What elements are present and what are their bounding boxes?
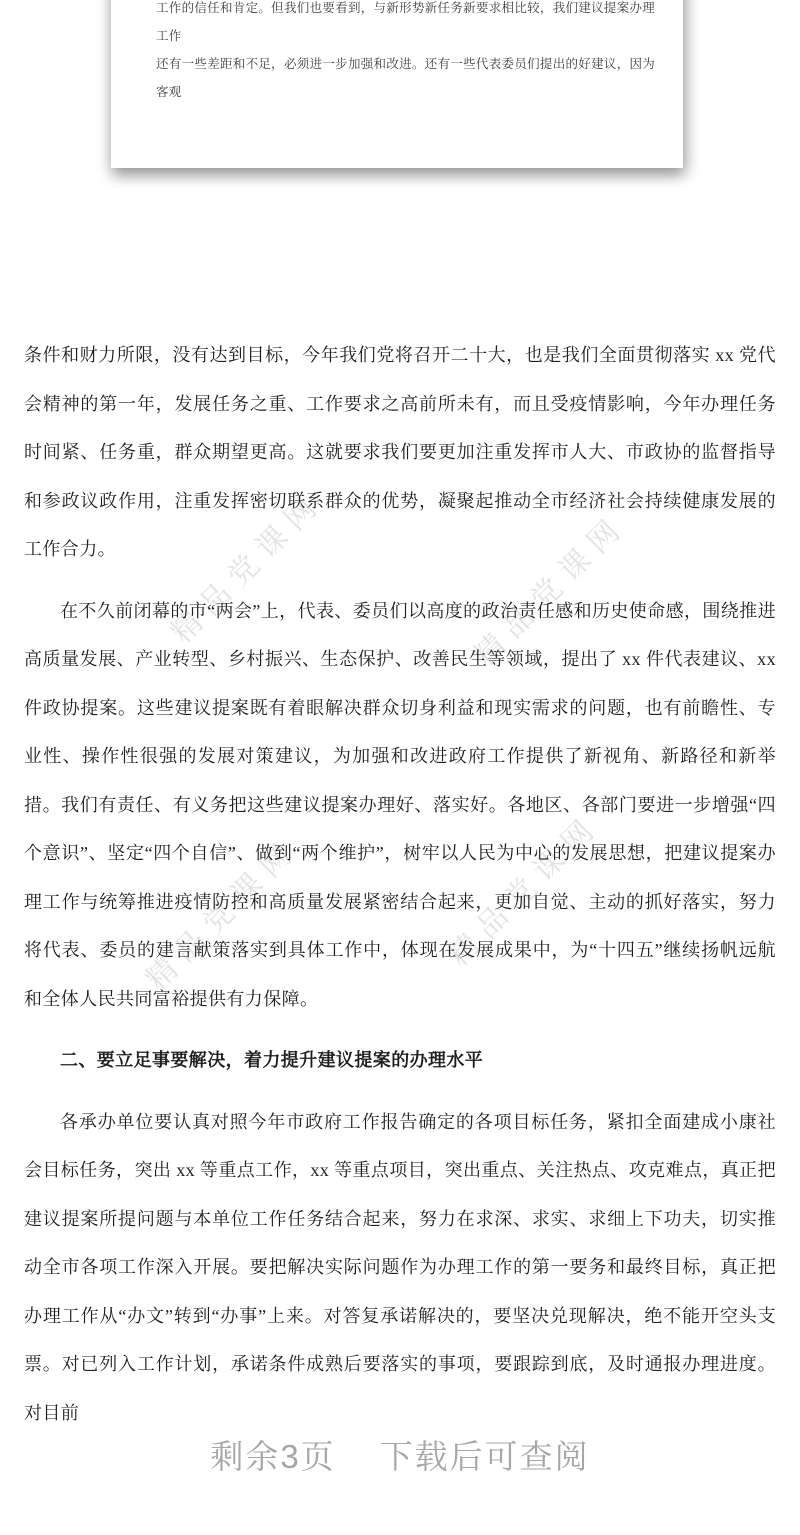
page-1-line: 工作的信任和肯定。但我们也要看到，与新形势新任务新要求相比较，我们建议提案办理工作: [156, 1, 655, 43]
paragraph-continuation: 条件和财力所限，没有达到目标，今年我们党将召开二十大，也是我们全面贯彻落实 xx 党代会精神的第一年，发展任务之重、工作要求之高前所未有，而且受疫情影响，今年办理任务时间紧、任务重，群众期望更高。这就要求我们要更加注重发挥市人大、市政协的监督指导和参政议政作用，注重发挥密切联系群众的优势，凝聚起推动全市经济社会持续健康发展的工作合力。: [24, 345, 776, 559]
remaining-pages-hint: [0, 1431, 800, 1478]
page-1-preview-card: [111, 0, 683, 168]
watermark-text: 精品党课网: [468, 508, 633, 673]
watermark-text: 精品党课网: [140, 832, 305, 997]
paragraph-body: 在不久前闭幕的市“两会”上，代表、委员们以高度的政治责任感和历史使命感，围绕推进高质量发展、产业转型、乡村振兴、生态保护、改善民生等领域，提出了 xx 件代表建议、xx 件政协提案。这些建议提案既有着眼解决群众切身利益和现实需求的问题，也有前瞻性、专业性、操作性很强的发展对策建议，为加强和改进政府工作提供了新视角、新路径和新举措。我们有责任、有义务把这些建议提案办理好、落实好。各地区、各部门要进一步增强“四个意识”、坚定“四个自信”、做到“两个维护”，树牢以人民为中心的发展思想，把建议提案办理工作与统筹推进疫情防控和高质量发展紧密结合起来，更加自觉、主动的抓好落实，努力将代表、委员的建言献策落实到具体工作中，体现在发展成果中，为“十四五”继续扬帆远航和全体人民共同富裕提供有力保障。: [24, 600, 776, 1009]
download-hint-label: 下载后可查阅: [379, 1438, 590, 1475]
section-heading: 二、要立足事要解决，着力提升建议提案的办理水平: [60, 1050, 484, 1070]
pages-remaining-label: 剩余3页: [210, 1438, 336, 1475]
watermark-text: 精品党课网: [165, 485, 330, 650]
paragraph-body: 各承办单位要认真对照今年市政府工作报告确定的各项目标任务，紧扣全面建成小康社会目标任务，突出 xx 等重点工作，xx 等重点项目，突出重点、关注热点、攻克难点，真正把建议提案所提问题与本单位工作任务结合起来，努力在求深、求实、求细上下功夫，切实推动全市各项工作深入开展。要把解决实际问题作为办理工作的第一要务和最终目标，真正把办理工作从“办文”转到“办事”上来。对答复承诺解决的，要坚决兑现解决，绝不能开空头支票。对已列入工作计划，承诺条件成熟后要落实的事项，要跟踪到底，及时通报办理进度。对目前: [24, 1111, 776, 1423]
watermark-text: 精品党课网: [442, 808, 607, 973]
page-2-preview-body: [24, 331, 776, 1437]
page-1-text-block: [156, 0, 655, 106]
page-1-line: 还有一些差距和不足，必须进一步加强和改进。还有一些代表委员们提出的好建议，因为客观: [156, 57, 655, 99]
